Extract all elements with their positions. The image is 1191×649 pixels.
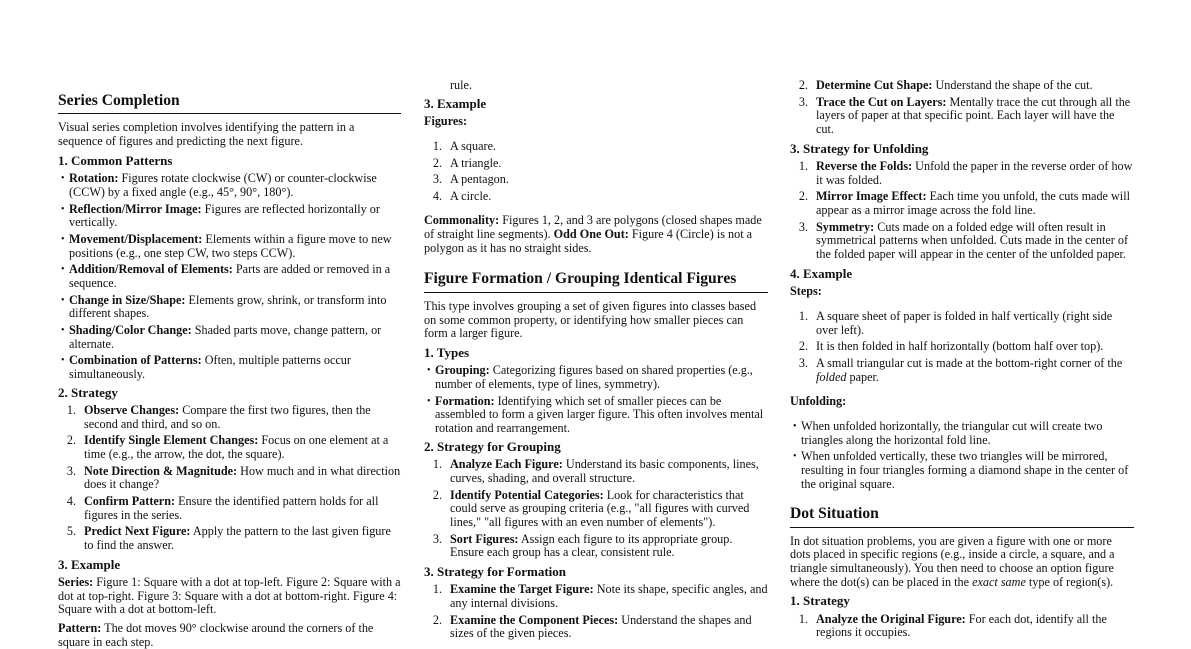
unfolding-list	[790, 160, 1134, 262]
list-item: 2. Mirror Image Effect: Each time you unfold, the cuts made will appear as a mirror image across the fold line.	[798, 189, 1130, 218]
list-item: • Movement/Displacement: Elements within a figure move to new positions (e.g., one step CW, two steps CCW).	[58, 233, 401, 260]
unfolding-label: Unfolding:	[790, 394, 847, 409]
heading-example: 3. Example	[424, 95, 487, 111]
list-item: • Change in Size/Shape: Elements grow, shrink, or transform into different shapes.	[58, 294, 401, 321]
formation-list	[424, 583, 768, 641]
dot-intro: In dot situation problems, you are given a figure with one or more dots placed in specific regions (e.g., inside a circle, a square, and a triangle simultaneously). You then need to choose an option figure where the dot(s) can be placed in the exact same type of region(s).	[790, 533, 1115, 589]
figures-label: Figures:	[424, 114, 468, 129]
heading-strategy: 2. Strategy	[58, 384, 118, 400]
list-item: • Shading/Color Change: Shaded parts move, change pattern, or alternate.	[58, 324, 401, 351]
pattern-example: Pattern: The dot moves 90° clockwise around the corners of the square in each step.	[58, 621, 374, 649]
series-example: Series: Figure 1: Square with a dot at top-left. Figure 2: Square with a dot at top-right. Figure 3: Square with a dot at bottom-right. Figure 4: Square with a dot at bottom-left.	[58, 575, 401, 617]
list-item: • Combination of Patterns: Often, multiple patterns occur simultaneously.	[58, 354, 401, 381]
formation-intro: This type involves grouping a set of given figures into classes based on some common property, or identifying how smaller pieces can form a larger figure.	[424, 298, 757, 341]
unfold-list	[790, 420, 1134, 491]
list-item: • When unfolded vertically, these two triangles will be mirrored, resulting in four triangles forming a diamond shape in the center of the original square.	[790, 450, 1134, 491]
section-title-series-completion: Series Completion	[58, 92, 401, 114]
list-item: • Rotation: Figures rotate clockwise (CW) or counter-clockwise (CCW) by a fixed angle (e.g., 45°, 90°, 180°).	[58, 172, 401, 199]
cut-steps-list	[790, 79, 1134, 137]
list-item: 3. Trace the Cut on Layers: Mentally trace the cut through all the layers of paper at that specific point. Each layer will have the cut.	[798, 94, 1131, 136]
section-title-dot-situation: Dot Situation	[790, 505, 1134, 527]
list-item: 1. Analyze Each Figure: Understand its basic components, lines, curves, shading, and overall structure.	[432, 457, 759, 485]
dot-strategy-list	[790, 613, 1134, 640]
heading-example: 4. Example	[790, 265, 853, 281]
heading-strategy-formation: 3. Strategy for Formation	[424, 563, 567, 579]
strategy-list	[58, 404, 401, 553]
list-item: 1. A square sheet of paper is folded in half vertically (right side over left).	[798, 308, 1113, 337]
grouping-list	[424, 458, 768, 560]
series-intro: Visual series completion involves identifying the pattern in a sequence of figures and predicting the next figure.	[58, 120, 355, 149]
column-2	[424, 0, 768, 641]
list-item: • Addition/Removal of Elements: Parts are added or removed in a sequence.	[58, 263, 401, 290]
section-title-figure-formation: Figure Formation / Grouping Identical Figures	[424, 270, 768, 292]
column-1	[58, 0, 401, 649]
list-item: 3. A pentagon.	[432, 172, 509, 187]
list-item: 1. Analyze the Original Figure: For each dot, identify all the regions it occupies.	[798, 611, 1107, 640]
list-item: • Reflection/Mirror Image: Figures are reflected horizontally or vertically.	[58, 203, 401, 230]
list-item: • Grouping: Categorizing figures based on shared properties (e.g., number of elements, type of lines, symmetry).	[424, 364, 768, 391]
list-item: 3. A small triangular cut is made at the bottom-right corner of the folded paper.	[798, 355, 1123, 384]
list-item: 2. Identify Single Element Changes: Focus on one element at a time (e.g., the arrow, the dot, the square).	[66, 433, 389, 462]
list-item: 1. Observe Changes: Compare the first two figures, then the second and third, and so on.	[66, 403, 371, 431]
list-item: 3. Symmetry: Cuts made on a folded edge will often result in symmetrical patterns when unfolded. Cuts made in the center of the folded paper will appear in the center of the unfolded paper.	[798, 219, 1129, 262]
steps-label: Steps:	[790, 284, 822, 299]
list-item: 3. Note Direction & Magnitude: How much and in what direction does it change?	[66, 463, 401, 492]
list-item: • When unfolded horizontally, the triangular cut will create two triangles along the horizontal fold line.	[790, 420, 1134, 447]
list-item: 4. Confirm Pattern: Ensure the identified pattern holds for all figures in the series.	[66, 493, 379, 522]
patterns-list	[58, 172, 401, 381]
list-item: • Formation: Identifying which set of smaller pieces can be assembled to form a given larger figure. This often involves mental rotation and rearrangement.	[424, 395, 768, 436]
list-item: 5. Predict Next Figure: Apply the pattern to the last given figure to find the answer.	[66, 524, 391, 552]
continued-text: rule.	[450, 78, 472, 92]
list-item: 2. Identify Potential Categories: Look for characteristics that could serve as grouping criteria (e.g., "all figures with curved lines," "all figures with an even number of elements").	[432, 487, 750, 529]
list-item: 1. Examine the Target Figure: Note its shape, specific angles, and any internal divisions.	[432, 582, 768, 611]
list-item: 2. A triangle.	[432, 155, 502, 170]
heading-common-patterns: 1. Common Patterns	[58, 152, 173, 168]
list-item: 4. A circle.	[432, 188, 492, 203]
commonality-text: Commonality: Figures 1, 2, and 3 are polygons (closed shapes made of straight line segments). Odd One Out: Figure 4 (Circle) is not a polygon as it has no straight sides.	[424, 213, 762, 255]
steps-list	[790, 310, 1134, 384]
column-3	[790, 0, 1134, 640]
heading-strategy-grouping: 2. Strategy for Grouping	[424, 438, 561, 454]
list-item: 1. A square.	[432, 138, 497, 153]
list-item: 2. Examine the Component Pieces: Understand the shapes and sizes of the given pieces.	[432, 612, 752, 641]
list-item: 2. Determine Cut Shape: Understand the shape of the cut.	[798, 78, 1093, 92]
heading-example: 3. Example	[58, 556, 121, 572]
list-item: 3. Sort Figures: Assign each figure to its appropriate group. Ensure each group has a clear, consistent rule.	[432, 531, 733, 560]
list-item: 1. Reverse the Folds: Unfold the paper in the reverse order of how it was folded.	[798, 159, 1133, 187]
figures-list	[424, 140, 768, 204]
heading-types: 1. Types	[424, 344, 470, 360]
heading-strategy: 1. Strategy	[790, 593, 850, 609]
types-list	[424, 364, 768, 435]
list-item: 2. It is then folded in half horizontally (bottom half over top).	[798, 339, 1104, 354]
heading-strategy-unfolding: 3. Strategy for Unfolding	[790, 140, 929, 156]
